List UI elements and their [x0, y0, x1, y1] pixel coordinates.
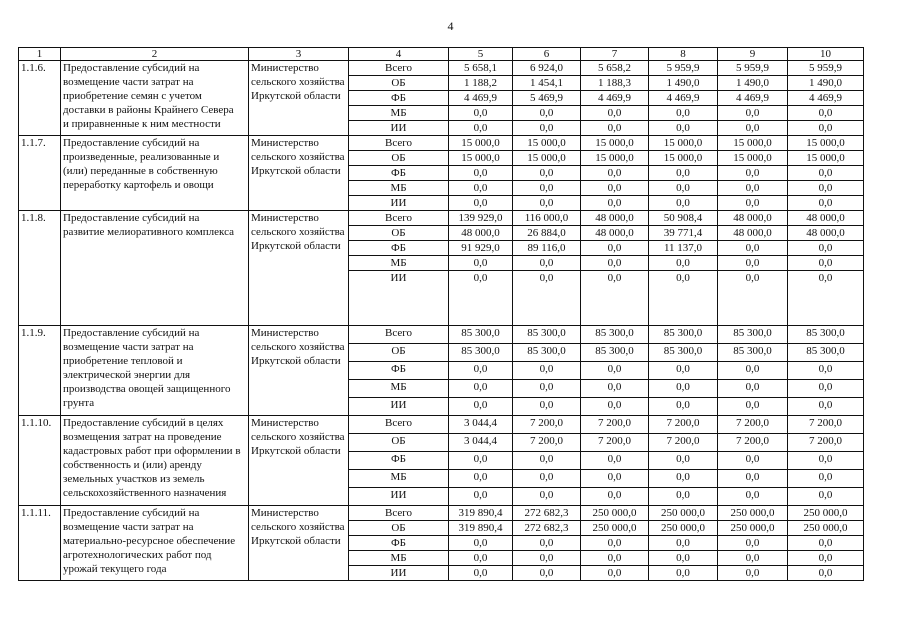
- amount-cell: 0,0: [788, 181, 864, 196]
- amount-cell: 5 658,2: [581, 61, 649, 76]
- description-line: собственность и (или) аренду: [63, 459, 202, 471]
- amount-cell: 0,0: [449, 181, 513, 196]
- amount-cell: 250 000,0: [718, 506, 788, 521]
- funding-source: ОБ: [349, 151, 449, 166]
- funding-source: ОБ: [349, 344, 449, 362]
- amount-cell: 0,0: [718, 271, 788, 326]
- amount-cell: 15 000,0: [513, 151, 581, 166]
- amount-cell: 15 000,0: [718, 151, 788, 166]
- amount-cell: 0,0: [649, 362, 718, 380]
- amount-cell: 85 300,0: [581, 344, 649, 362]
- description-line: земельных участков из земель: [63, 473, 205, 485]
- responsible-organization: [249, 326, 349, 416]
- amount-cell: 15 000,0: [788, 136, 864, 151]
- header-cell: 7: [581, 48, 649, 61]
- amount-cell: 0,0: [581, 256, 649, 271]
- page-number: 4: [447, 19, 454, 33]
- header-cell: 8: [649, 48, 718, 61]
- amount-cell: 0,0: [788, 536, 864, 551]
- funding-source: ОБ: [349, 521, 449, 536]
- amount-cell: 319 890,4: [449, 506, 513, 521]
- amount-cell: 85 300,0: [449, 344, 513, 362]
- funding-source: ИИ: [349, 566, 449, 581]
- amount-cell: 0,0: [513, 536, 581, 551]
- item-description: [61, 61, 249, 136]
- amount-cell: 1 188,2: [449, 76, 513, 91]
- amount-cell: 0,0: [649, 106, 718, 121]
- amount-cell: 0,0: [788, 121, 864, 136]
- amount-cell: 15 000,0: [788, 151, 864, 166]
- amount-cell: 272 682,3: [513, 506, 581, 521]
- amount-cell: 250 000,0: [718, 521, 788, 536]
- amount-cell: 0,0: [513, 121, 581, 136]
- header-cell: 2: [61, 48, 249, 61]
- funding-source: ИИ: [349, 271, 449, 326]
- amount-cell: 250 000,0: [788, 521, 864, 536]
- amount-cell: 0,0: [449, 271, 513, 326]
- description-line: возмещение части затрат на: [63, 341, 194, 353]
- amount-cell: 7 200,0: [718, 416, 788, 434]
- amount-cell: 0,0: [788, 241, 864, 256]
- organization-line: Иркутской области: [251, 240, 341, 252]
- amount-cell: 48 000,0: [718, 211, 788, 226]
- funding-source: Всего: [349, 211, 449, 226]
- amount-cell: 0,0: [718, 566, 788, 581]
- item-number: 1.1.11.: [19, 506, 61, 581]
- amount-cell: 0,0: [581, 181, 649, 196]
- amount-cell: 0,0: [788, 551, 864, 566]
- amount-cell: 0,0: [718, 196, 788, 211]
- amount-cell: 0,0: [649, 551, 718, 566]
- amount-cell: 0,0: [788, 488, 864, 506]
- amount-cell: 0,0: [449, 106, 513, 121]
- amount-cell: 250 000,0: [581, 506, 649, 521]
- item-number: 1.1.9.: [19, 326, 61, 416]
- organization-line: сельского хозяйства: [251, 521, 345, 533]
- amount-cell: 0,0: [581, 271, 649, 326]
- amount-cell: 48 000,0: [788, 226, 864, 241]
- table-row: [19, 136, 864, 151]
- amount-cell: 15 000,0: [581, 151, 649, 166]
- amount-cell: 0,0: [649, 470, 718, 488]
- amount-cell: 7 200,0: [718, 434, 788, 452]
- amount-cell: 116 000,0: [513, 211, 581, 226]
- funding-source: Всего: [349, 136, 449, 151]
- item-description: [61, 506, 249, 581]
- amount-cell: 0,0: [649, 380, 718, 398]
- amount-cell: 0,0: [649, 566, 718, 581]
- description-line: возмещения затрат на проведение: [63, 431, 222, 443]
- amount-cell: 7 200,0: [649, 416, 718, 434]
- amount-cell: 0,0: [449, 536, 513, 551]
- funding-source: ФБ: [349, 241, 449, 256]
- description-line: переработку картофель и овощи: [63, 179, 214, 191]
- amount-cell: 0,0: [788, 398, 864, 416]
- amount-cell: 0,0: [449, 551, 513, 566]
- amount-cell: 3 044,4: [449, 416, 513, 434]
- amount-cell: 1 454,1: [513, 76, 581, 91]
- item-number: 1.1.7.: [19, 136, 61, 211]
- amount-cell: 272 682,3: [513, 521, 581, 536]
- amount-cell: 250 000,0: [581, 521, 649, 536]
- description-line: приобретение семян с учетом: [63, 90, 202, 102]
- description-line: Предоставление субсидий в целях: [63, 417, 224, 429]
- description-line: кадастровых работ при оформлении в: [63, 445, 241, 457]
- organization-line: Иркутской области: [251, 445, 341, 457]
- amount-cell: 0,0: [788, 256, 864, 271]
- amount-cell: 85 300,0: [513, 344, 581, 362]
- amount-cell: 0,0: [513, 380, 581, 398]
- funding-source: ФБ: [349, 91, 449, 106]
- amount-cell: 0,0: [449, 166, 513, 181]
- amount-cell: 250 000,0: [649, 506, 718, 521]
- amount-cell: 0,0: [449, 380, 513, 398]
- organization-line: Иркутской области: [251, 90, 341, 102]
- amount-cell: 0,0: [449, 566, 513, 581]
- funding-source: ИИ: [349, 196, 449, 211]
- funding-source: МБ: [349, 106, 449, 121]
- amount-cell: 0,0: [581, 536, 649, 551]
- amount-cell: 0,0: [649, 271, 718, 326]
- amount-cell: 0,0: [718, 488, 788, 506]
- amount-cell: 50 908,4: [649, 211, 718, 226]
- amount-cell: 0,0: [513, 398, 581, 416]
- amount-cell: 7 200,0: [581, 434, 649, 452]
- amount-cell: 85 300,0: [718, 326, 788, 344]
- amount-cell: 250 000,0: [788, 506, 864, 521]
- table-row: [19, 61, 864, 76]
- amount-cell: 89 116,0: [513, 241, 581, 256]
- amount-cell: 48 000,0: [581, 211, 649, 226]
- amount-cell: 0,0: [649, 536, 718, 551]
- amount-cell: 0,0: [581, 566, 649, 581]
- responsible-organization: [249, 136, 349, 211]
- funding-source: Всего: [349, 506, 449, 521]
- organization-line: Министерство: [251, 62, 319, 74]
- table-row: [19, 326, 864, 344]
- funding-source: МБ: [349, 380, 449, 398]
- item-number: 1.1.6.: [19, 61, 61, 136]
- amount-cell: 1 490,0: [788, 76, 864, 91]
- funding-source: ИИ: [349, 121, 449, 136]
- amount-cell: 0,0: [788, 166, 864, 181]
- funding-source: ИИ: [349, 488, 449, 506]
- amount-cell: 7 200,0: [649, 434, 718, 452]
- funding-source: ОБ: [349, 76, 449, 91]
- funding-source: Всего: [349, 61, 449, 76]
- amount-cell: 5 959,9: [649, 61, 718, 76]
- table-row: [19, 506, 864, 521]
- amount-cell: 0,0: [513, 551, 581, 566]
- description-line: сельскохозяйственного назначения: [63, 487, 227, 499]
- amount-cell: 5 469,9: [513, 91, 581, 106]
- amount-cell: 0,0: [581, 362, 649, 380]
- amount-cell: 0,0: [788, 452, 864, 470]
- amount-cell: 0,0: [649, 452, 718, 470]
- amount-cell: 48 000,0: [788, 211, 864, 226]
- funding-source: ФБ: [349, 452, 449, 470]
- amount-cell: 15 000,0: [449, 136, 513, 151]
- amount-cell: 0,0: [649, 166, 718, 181]
- funding-source: ФБ: [349, 166, 449, 181]
- amount-cell: 0,0: [581, 241, 649, 256]
- organization-line: сельского хозяйства: [251, 341, 345, 353]
- amount-cell: 0,0: [513, 256, 581, 271]
- amount-cell: 4 469,9: [649, 91, 718, 106]
- amount-cell: 0,0: [513, 362, 581, 380]
- organization-line: Иркутской области: [251, 165, 341, 177]
- amount-cell: 0,0: [449, 256, 513, 271]
- amount-cell: 0,0: [788, 106, 864, 121]
- item-description: [61, 326, 249, 416]
- amount-cell: 0,0: [449, 362, 513, 380]
- amount-cell: 0,0: [513, 488, 581, 506]
- amount-cell: 0,0: [581, 398, 649, 416]
- amount-cell: 15 000,0: [649, 151, 718, 166]
- amount-cell: 0,0: [581, 121, 649, 136]
- amount-cell: 5 658,1: [449, 61, 513, 76]
- funding-source: ИИ: [349, 398, 449, 416]
- amount-cell: 0,0: [581, 551, 649, 566]
- amount-cell: 0,0: [788, 362, 864, 380]
- amount-cell: 0,0: [449, 121, 513, 136]
- amount-cell: 85 300,0: [513, 326, 581, 344]
- amount-cell: 15 000,0: [718, 136, 788, 151]
- amount-cell: 0,0: [513, 566, 581, 581]
- amount-cell: 85 300,0: [788, 344, 864, 362]
- amount-cell: 7 200,0: [788, 434, 864, 452]
- amount-cell: 4 469,9: [718, 91, 788, 106]
- description-line: доставки в районы Крайнего Севера: [63, 104, 234, 116]
- amount-cell: 7 200,0: [788, 416, 864, 434]
- header-cell: 4: [349, 48, 449, 61]
- amount-cell: 1 490,0: [649, 76, 718, 91]
- amount-cell: 319 890,4: [449, 521, 513, 536]
- description-line: агротехнологических работ под: [63, 549, 212, 561]
- amount-cell: 0,0: [513, 181, 581, 196]
- amount-cell: 0,0: [513, 106, 581, 121]
- table-row: [19, 416, 864, 434]
- amount-cell: 0,0: [718, 166, 788, 181]
- amount-cell: 11 137,0: [649, 241, 718, 256]
- organization-line: сельского хозяйства: [251, 76, 345, 88]
- description-line: Предоставление субсидий на: [63, 212, 200, 224]
- description-line: урожай текущего года: [63, 563, 167, 575]
- amount-cell: 0,0: [718, 362, 788, 380]
- table-header-row: [19, 48, 864, 61]
- amount-cell: 0,0: [649, 181, 718, 196]
- amount-cell: 48 000,0: [581, 226, 649, 241]
- item-number: 1.1.10.: [19, 416, 61, 506]
- responsible-organization: [249, 506, 349, 581]
- organization-line: сельского хозяйства: [251, 151, 345, 163]
- amount-cell: 0,0: [449, 196, 513, 211]
- amount-cell: 0,0: [718, 452, 788, 470]
- amount-cell: 7 200,0: [513, 434, 581, 452]
- amount-cell: 0,0: [718, 398, 788, 416]
- amount-cell: 7 200,0: [513, 416, 581, 434]
- funding-source: Всего: [349, 416, 449, 434]
- organization-line: Министерство: [251, 507, 319, 519]
- amount-cell: 85 300,0: [718, 344, 788, 362]
- amount-cell: 0,0: [788, 196, 864, 211]
- amount-cell: 0,0: [581, 452, 649, 470]
- amount-cell: 0,0: [718, 380, 788, 398]
- header-cell: 6: [513, 48, 581, 61]
- amount-cell: 0,0: [649, 398, 718, 416]
- amount-cell: 0,0: [718, 106, 788, 121]
- amount-cell: 48 000,0: [449, 226, 513, 241]
- item-description: [61, 416, 249, 506]
- amount-cell: 0,0: [718, 121, 788, 136]
- amount-cell: 0,0: [513, 196, 581, 211]
- responsible-organization: [249, 61, 349, 136]
- amount-cell: 85 300,0: [449, 326, 513, 344]
- amount-cell: 0,0: [581, 488, 649, 506]
- amount-cell: 5 959,9: [718, 61, 788, 76]
- description-line: электрической энергии для: [63, 369, 191, 381]
- amount-cell: 39 771,4: [649, 226, 718, 241]
- responsible-organization: [249, 416, 349, 506]
- amount-cell: 7 200,0: [581, 416, 649, 434]
- description-line: Предоставление субсидий на: [63, 62, 200, 74]
- organization-line: сельского хозяйства: [251, 431, 345, 443]
- description-line: производства овощей защищенного: [63, 383, 231, 395]
- amount-cell: 0,0: [449, 488, 513, 506]
- amount-cell: 0,0: [718, 181, 788, 196]
- organization-line: Министерство: [251, 327, 319, 339]
- amount-cell: 85 300,0: [581, 326, 649, 344]
- amount-cell: 15 000,0: [513, 136, 581, 151]
- amount-cell: 85 300,0: [788, 326, 864, 344]
- amount-cell: 0,0: [513, 452, 581, 470]
- amount-cell: 0,0: [581, 380, 649, 398]
- amount-cell: 139 929,0: [449, 211, 513, 226]
- amount-cell: 48 000,0: [718, 226, 788, 241]
- amount-cell: 0,0: [649, 488, 718, 506]
- header-cell: 3: [249, 48, 349, 61]
- description-line: приобретение тепловой и: [63, 355, 183, 367]
- funding-source: ФБ: [349, 536, 449, 551]
- funding-source: ФБ: [349, 362, 449, 380]
- item-description: [61, 211, 249, 326]
- amount-cell: 85 300,0: [649, 344, 718, 362]
- organization-line: сельского хозяйства: [251, 226, 345, 238]
- amount-cell: 1 490,0: [718, 76, 788, 91]
- amount-cell: 0,0: [788, 566, 864, 581]
- amount-cell: 0,0: [718, 551, 788, 566]
- subsidy-table: [18, 47, 864, 581]
- funding-source: МБ: [349, 181, 449, 196]
- amount-cell: 15 000,0: [449, 151, 513, 166]
- amount-cell: 0,0: [649, 256, 718, 271]
- amount-cell: 0,0: [513, 271, 581, 326]
- funding-source: Всего: [349, 326, 449, 344]
- amount-cell: 0,0: [581, 196, 649, 211]
- funding-source: ОБ: [349, 434, 449, 452]
- amount-cell: 0,0: [718, 470, 788, 488]
- amount-cell: 0,0: [649, 196, 718, 211]
- amount-cell: 0,0: [449, 470, 513, 488]
- amount-cell: 250 000,0: [649, 521, 718, 536]
- organization-line: Министерство: [251, 212, 319, 224]
- amount-cell: 5 959,9: [788, 61, 864, 76]
- amount-cell: 15 000,0: [649, 136, 718, 151]
- amount-cell: 15 000,0: [581, 136, 649, 151]
- amount-cell: 4 469,9: [581, 91, 649, 106]
- organization-line: Иркутской области: [251, 535, 341, 547]
- funding-source: МБ: [349, 551, 449, 566]
- amount-cell: 1 188,3: [581, 76, 649, 91]
- amount-cell: 0,0: [581, 166, 649, 181]
- amount-cell: 0,0: [788, 271, 864, 326]
- description-line: (или) переданные в собственную: [63, 165, 218, 177]
- amount-cell: 0,0: [649, 121, 718, 136]
- amount-cell: 0,0: [449, 452, 513, 470]
- amount-cell: 6 924,0: [513, 61, 581, 76]
- description-line: Предоставление субсидий на: [63, 507, 200, 519]
- description-line: возмещение части затрат на: [63, 521, 194, 533]
- amount-cell: 26 884,0: [513, 226, 581, 241]
- description-line: грунта: [63, 397, 95, 409]
- header-cell: 9: [718, 48, 788, 61]
- description-line: и приравненные к ним местности: [63, 118, 221, 130]
- description-line: Предоставление субсидий на: [63, 137, 200, 149]
- amount-cell: 0,0: [718, 256, 788, 271]
- description-line: Предоставление субсидий на: [63, 327, 200, 339]
- amount-cell: 4 469,9: [788, 91, 864, 106]
- item-number: 1.1.8.: [19, 211, 61, 326]
- amount-cell: 0,0: [513, 470, 581, 488]
- description-line: развитие мелиоративного комплекса: [63, 226, 234, 238]
- amount-cell: 0,0: [788, 470, 864, 488]
- organization-line: Иркутской области: [251, 355, 341, 367]
- header-cell: 10: [788, 48, 864, 61]
- funding-source: МБ: [349, 256, 449, 271]
- description-line: возмещение части затрат на: [63, 76, 194, 88]
- funding-source: ОБ: [349, 226, 449, 241]
- amount-cell: 0,0: [788, 380, 864, 398]
- amount-cell: 0,0: [581, 470, 649, 488]
- item-description: [61, 136, 249, 211]
- description-line: материально-ресурсное обеспечение: [63, 535, 236, 547]
- amount-cell: 0,0: [581, 106, 649, 121]
- organization-line: Министерство: [251, 137, 319, 149]
- amount-cell: 91 929,0: [449, 241, 513, 256]
- funding-source: МБ: [349, 470, 449, 488]
- amount-cell: 85 300,0: [649, 326, 718, 344]
- amount-cell: 0,0: [718, 536, 788, 551]
- amount-cell: 0,0: [718, 241, 788, 256]
- description-line: произведенные, реализованные и: [63, 151, 220, 163]
- amount-cell: 0,0: [449, 398, 513, 416]
- table-row: [19, 211, 864, 226]
- header-cell: 5: [449, 48, 513, 61]
- amount-cell: 3 044,4: [449, 434, 513, 452]
- organization-line: Министерство: [251, 417, 319, 429]
- responsible-organization: [249, 211, 349, 326]
- amount-cell: 4 469,9: [449, 91, 513, 106]
- amount-cell: 0,0: [513, 166, 581, 181]
- header-cell: 1: [19, 48, 61, 61]
